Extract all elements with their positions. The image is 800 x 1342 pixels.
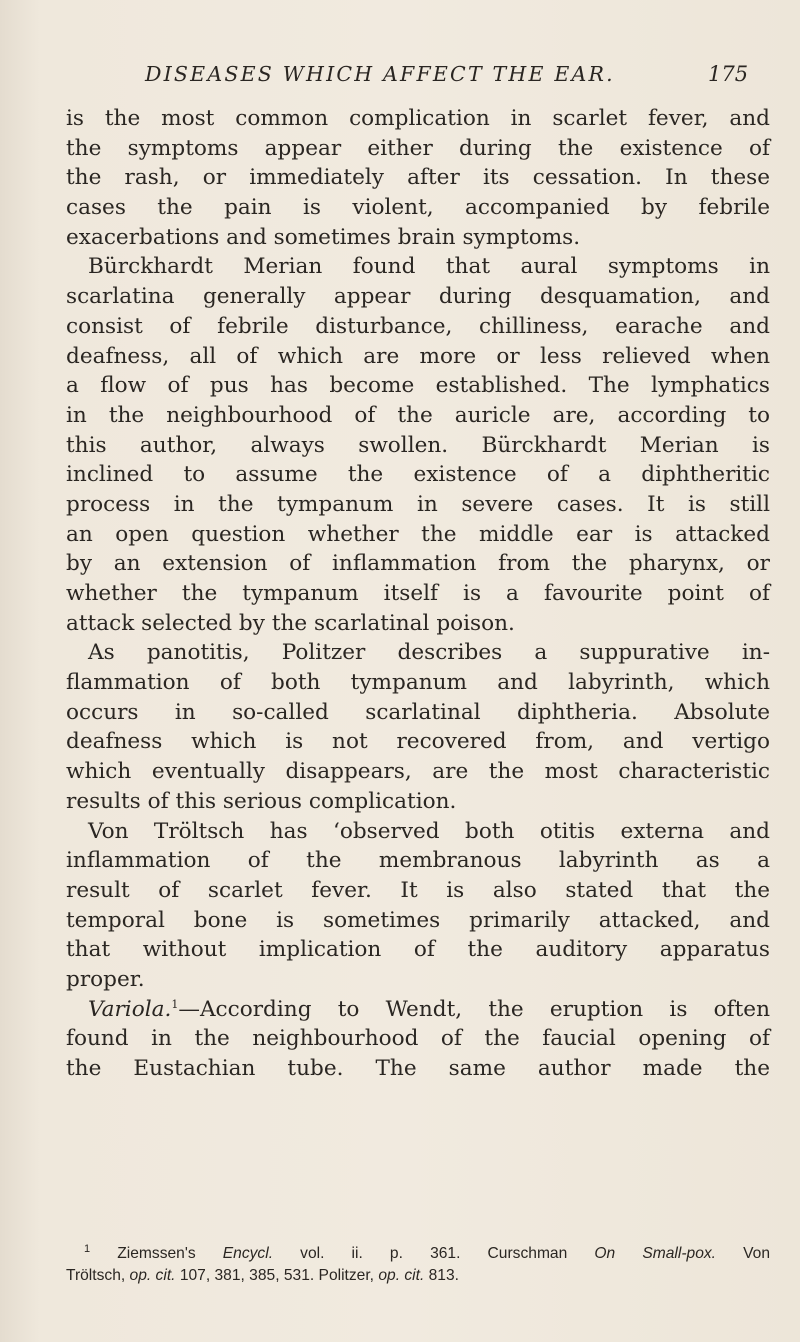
text-line: As panotitis, Politzer describes a suppurative in-	[88, 640, 770, 666]
body-text	[66, 104, 770, 1084]
variola-term: Variola.	[88, 996, 172, 1022]
text-line: temporal bone is sometimes primarily attacked, and	[66, 907, 770, 933]
text-line: in the neighbourhood of the auricle are, according to	[66, 402, 770, 428]
footnote-text: Ziemssen's	[117, 1245, 223, 1262]
text-line: deafness, all of which are more or less relieved when	[66, 343, 770, 369]
footnote-number: 1	[84, 1242, 91, 1255]
text-line: a flow of pus has become established. The lymphatics	[66, 373, 770, 399]
text-line: inclined to assume the existence of a diphtheritic	[66, 462, 770, 488]
text-line: flammation of both tympanum and labyrinth, which	[66, 670, 770, 696]
text-line: Von Tröltsch has ‘observed both otitis externa and	[88, 818, 770, 844]
footnote-text: 107, 381, 385, 531. Politzer,	[175, 1267, 379, 1284]
text-line: consist of febrile disturbance, chilliness, earache and	[66, 313, 770, 339]
footnote-italic: op. cit.	[378, 1267, 425, 1284]
footnote-text: Von	[716, 1245, 771, 1262]
footnote-text: 813.	[424, 1267, 459, 1284]
text-line: attack selected by the scarlatinal poison.	[66, 610, 515, 636]
text-line: found in the neighbourhood of the faucial opening of	[66, 1026, 770, 1052]
text-line: result of scarlet fever. It is also stated that the	[66, 877, 770, 903]
footnote-text: Tröltsch,	[66, 1267, 130, 1284]
variola-line	[66, 995, 770, 1025]
footnote-text: vol. ii. p. 361. Curschman	[273, 1245, 595, 1262]
footnote-italic: Encycl.	[222, 1245, 274, 1262]
footnote-italic: On Small-pox.	[594, 1245, 716, 1262]
footnote	[66, 1243, 770, 1287]
text-line: occurs in so-called scarlatinal diphtheria. Absolute	[66, 699, 770, 725]
text-line: by an extension of inflammation from the pharynx, or	[66, 551, 770, 577]
text-line: Bürckhardt Merian found that aural symptoms in	[88, 254, 770, 280]
text-line: which eventually disappears, are the most characteristic	[66, 759, 770, 785]
text-line: this author, always swollen. Bürckhardt Merian is	[66, 432, 770, 458]
footnote-marker: 1	[171, 997, 179, 1011]
text-line: the rash, or immediately after its cessation. In these	[66, 165, 770, 191]
text-line: results of this serious complication.	[66, 788, 457, 814]
running-head: DISEASES WHICH AFFECT THE EAR.	[145, 62, 615, 86]
page-number: 175	[708, 62, 749, 86]
text-line: deafness which is not recovered from, and vertigo	[66, 729, 770, 755]
footnote-line	[66, 1265, 770, 1287]
text-line: the symptoms appear either during the existence of	[66, 135, 770, 161]
text-line: the Eustachian tube. The same author made the	[66, 1056, 770, 1081]
text-line: is the most common complication in scarlet fever, and	[66, 106, 770, 131]
text-line: an open question whether the middle ear is attacked	[66, 521, 770, 547]
text-line: proper.	[66, 966, 145, 992]
text-line: process in the tympanum in severe cases. It is still	[66, 491, 770, 517]
text-line: exacerbations and sometimes brain symptoms.	[66, 224, 581, 250]
text-line: whether the tympanum itself is a favourite point of	[66, 581, 770, 606]
text-line: inflammation of the membranous labyrinth as a	[66, 848, 770, 874]
footnote-italic: op. cit.	[129, 1267, 176, 1284]
text-line: scarlatina generally appear during desquamation, and	[66, 284, 770, 310]
page-header	[0, 62, 800, 92]
text-line: cases the pain is violent, accompanied by febrile	[66, 195, 770, 221]
text-line: that without implication of the auditory apparatus	[66, 937, 770, 963]
variola-text: —According to Wendt, the eruption is often	[178, 996, 770, 1022]
footnote-line	[66, 1243, 770, 1265]
